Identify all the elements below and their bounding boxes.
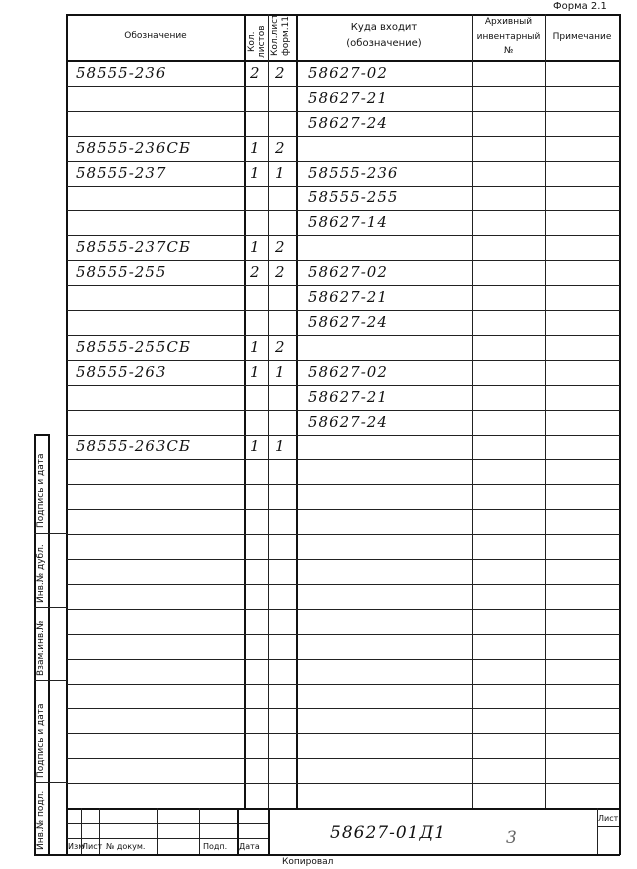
row-line: [67, 509, 620, 510]
row-where: 58627-24: [308, 114, 388, 132]
tb-col-3: [157, 808, 158, 854]
row-where: 58627-21: [308, 388, 388, 406]
tb-podp-label: Подп.: [203, 842, 228, 851]
form-label: Форма 2.1: [553, 1, 607, 12]
side-div-2: [34, 607, 67, 608]
col-line-3: [296, 14, 298, 809]
side-inv-dubl: Инв.№ дубл.: [36, 544, 46, 603]
row-line: [67, 459, 620, 460]
row-designation: 58555-263СБ: [76, 437, 191, 455]
row-designation: 58555-237: [76, 164, 167, 182]
row-sheets: 2: [250, 263, 261, 281]
row-line: [67, 360, 620, 361]
row-line: [67, 684, 620, 685]
side-strip-top: [34, 434, 49, 436]
row-line: [67, 161, 620, 162]
side-podp-data-2: Подпись и дата: [36, 703, 46, 778]
header-kol-list-form11-2: форм.11: [281, 15, 291, 56]
header-arkh-3: №: [503, 46, 514, 56]
row-where: 58627-24: [308, 313, 388, 331]
row-line: [67, 758, 620, 759]
row-form11: 2: [275, 338, 286, 356]
row-line: [67, 410, 620, 411]
row-line: [67, 260, 620, 261]
row-sheets: 1: [250, 139, 261, 157]
row-sheets: 1: [250, 238, 261, 256]
tb-col-4: [199, 808, 200, 854]
row-where: 58555-255: [308, 188, 399, 206]
row-form11: 2: [275, 139, 286, 157]
row-designation: 58555-255СБ: [76, 338, 191, 356]
side-vzam-inv: Взам.инв.№: [36, 620, 46, 676]
side-inv-podl: Инв.№ подл.: [36, 790, 46, 850]
row-designation: 58555-236: [76, 64, 167, 82]
doc-number: 58627-01Д1: [330, 823, 447, 843]
side-div-4: [34, 782, 67, 783]
row-sheets: 1: [250, 363, 261, 381]
frame-bottom: [34, 854, 620, 856]
row-where: 58627-21: [308, 89, 388, 107]
row-line: [67, 235, 620, 236]
row-where: 58627-02: [308, 363, 388, 381]
row-sheets: 1: [250, 338, 261, 356]
row-designation: 58555-255: [76, 263, 167, 281]
row-line: [67, 609, 620, 610]
header-kuda-1: Куда входит: [350, 22, 418, 33]
tb-ndokum-label: № докум.: [106, 842, 146, 851]
row-line: [67, 335, 620, 336]
header-kuda-2: (обозначение): [346, 38, 422, 49]
row-where: 58627-21: [308, 288, 388, 306]
row-form11: 1: [275, 437, 286, 455]
sheet-number: 3: [506, 828, 518, 848]
row-where: 58627-02: [308, 64, 388, 82]
header-arkh-1: Архивный: [484, 17, 533, 27]
row-line: [67, 136, 620, 137]
col-line-5: [545, 14, 546, 809]
row-line: [67, 385, 620, 386]
row-designation: 58555-237СБ: [76, 238, 191, 256]
row-where: 58627-14: [308, 213, 388, 231]
row-line: [67, 783, 620, 784]
col-line-1: [244, 14, 246, 809]
row-form11: 2: [275, 238, 286, 256]
header-kol-listov-2: листов: [257, 25, 267, 58]
header-arkh-2: инвентарный: [476, 32, 541, 42]
row-form11: 2: [275, 263, 286, 281]
row-line: [67, 186, 620, 187]
row-line: [67, 733, 620, 734]
row-line: [67, 534, 620, 535]
header-kol-listov-1: Кол.: [247, 31, 257, 52]
row-designation: 58555-236СБ: [76, 139, 191, 157]
header-divider: [67, 60, 620, 62]
titleblock-top: [67, 808, 620, 810]
row-line: [67, 111, 620, 112]
row-sheets: 1: [250, 437, 261, 455]
row-form11: 2: [275, 64, 286, 82]
tb-col-6: [268, 808, 270, 854]
header-prim: Примечание: [552, 32, 612, 42]
row-form11: 1: [275, 164, 286, 182]
row-form11: 1: [275, 363, 286, 381]
col-line-4: [472, 14, 473, 809]
header-oboznachenie: Обозначение: [124, 31, 187, 41]
row-sheets: 2: [250, 64, 261, 82]
row-line: [67, 634, 620, 635]
tb-izm-label: Изм: [68, 842, 85, 851]
tb-list-right-label: Лист: [598, 814, 619, 823]
row-line: [67, 435, 620, 436]
row-line: [67, 210, 620, 211]
row-designation: 58555-263: [76, 363, 167, 381]
kopiroval-label: Копировал: [282, 857, 334, 867]
side-podp-data-1: Подпись и дата: [36, 453, 46, 528]
tb-list-div: [597, 826, 619, 827]
row-where: 58627-02: [308, 263, 388, 281]
row-line: [67, 659, 620, 660]
side-div-3: [34, 680, 67, 681]
side-div-1: [34, 533, 67, 534]
row-line: [67, 584, 620, 585]
row-line: [67, 559, 620, 560]
frame-top: [67, 14, 620, 16]
tb-data-label: Дата: [239, 842, 260, 851]
row-where: 58627-24: [308, 413, 388, 431]
row-where: 58555-236: [308, 164, 399, 182]
row-line: [67, 484, 620, 485]
header-kol-list-form11-1: Кол.лист: [270, 13, 280, 56]
col-line-2: [268, 14, 269, 809]
row-line: [67, 285, 620, 286]
row-sheets: 1: [250, 164, 261, 182]
tb-list-label: Лист: [82, 842, 103, 851]
row-line: [67, 310, 620, 311]
side-strip-right: [48, 434, 50, 855]
row-line: [67, 86, 620, 87]
row-line: [67, 708, 620, 709]
